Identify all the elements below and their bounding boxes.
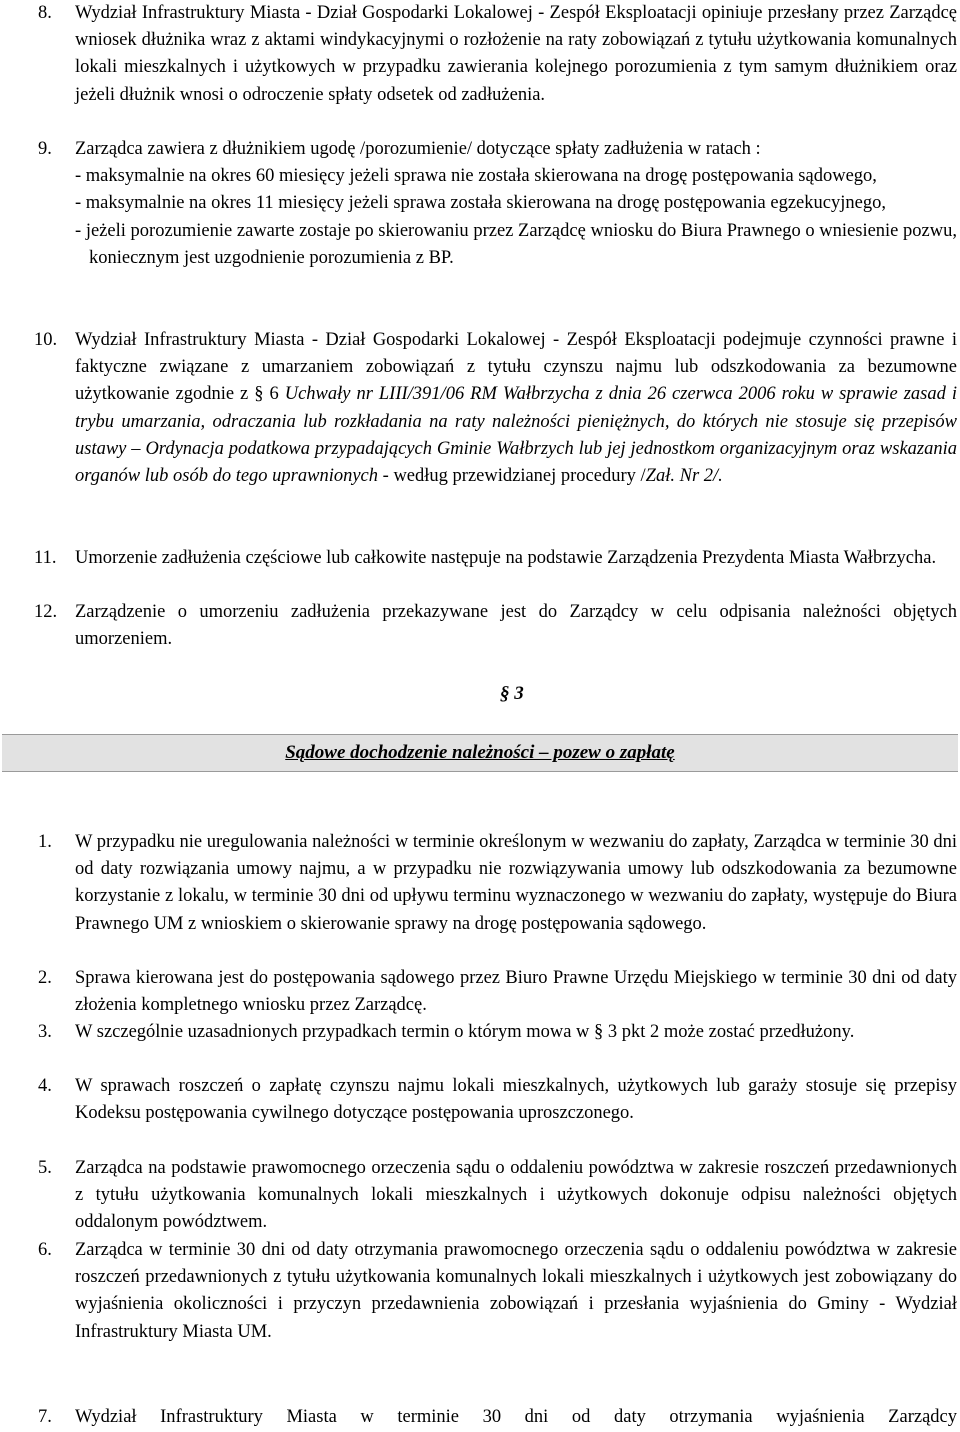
list-item-12 (0, 599, 957, 653)
sub-point: - maksymalnie na okres 60 miesięcy jeżeli sprawa nie została skierowana na drogę postępowania sądowego, (75, 166, 877, 187)
item-number: 1. (38, 832, 52, 852)
list-item-2 (0, 965, 957, 1019)
item-text: Zarządzenie o umorzeniu zadłużenia przekazywane jest do Zarządcy w celu odpisania należności objętych umorzeniem. (75, 602, 957, 650)
item-number: 9. (38, 139, 52, 159)
resolution-reference: Uchwały nr LIII/391/06 RM Wałbrzycha z dnia 26 czerwca 2006 roku w sprawie zasad i trybu umarzania, odraczania lub rozkładania na raty należności pieniężnych, do których nie stosuje się przepisów ustawy – Ordynacja podatkowa przypadających Gminie Wałbrzych lub jej jednostkom organizacyjnym oraz wskazania organów lub osób do tego uprawnionych (75, 384, 958, 487)
item-number: 4. (38, 1076, 52, 1096)
item-number: 5. (38, 1158, 52, 1178)
list-item-1 (0, 829, 957, 938)
item-text: Wydział Infrastruktury Miasta - Dział Gospodarki Lokalowej - Zespół Eksploatacji opiniuje przesłany przez Zarządcę wniosek dłużnika wraz z aktami windykacyjnymi o rozłożenie na raty zobowiązań z tytułu użytkowania komunalnych lokali mieszkalnych i użytkowych w przypadku zawierania kolejnego porozumienia z tym samym dłużnikiem oraz jeżeli dłużnik wnosi o odroczenie spłaty odsetek od zadłużenia. (75, 3, 957, 105)
item-text (75, 327, 957, 490)
item-number: 8. (38, 3, 52, 23)
list-item-9 (0, 136, 957, 272)
list-item-5 (0, 1155, 957, 1237)
item-text: W sprawach roszczeń o zapłatę czynszu najmu lokali mieszkalnych, użytkowych lub garaży stosuje się przepisy Kodeksu postępowania cywilnego dotyczące postępowania uproszczonego. (75, 1076, 957, 1124)
item-number: 12. (34, 602, 58, 622)
list-item-8 (0, 0, 957, 109)
list-item-4 (0, 1073, 957, 1127)
item-number: 2. (38, 968, 52, 988)
list-item-11 (0, 545, 957, 572)
item-number: 6. (38, 1240, 52, 1260)
list-item-6 (0, 1237, 957, 1346)
item-text-regular: Wydział Infrastruktury Miasta - Dział Gospodarki Lokalowej - Zespół Eksploatacji podejmuje czynności prawne i faktyczne związane z umarzaniem zobowiązań z tytułu czynszu najmu lub odszkodowania za bezumowne użytkowanie zgodnie z § 6 (75, 330, 957, 405)
sub-point: - maksymalnie na okres 11 miesięcy jeżeli sprawa została skierowana na drogę postępowania egzekucyjnego, (75, 193, 886, 214)
item-text: W przypadku nie uregulowania należności w terminie określonym w wezwaniu do zapłaty, Zarządca w terminie 30 dni od daty rozwiązania umowy najmu, a w przypadku nie rozwiązywania umowy lub odszkodowania za bezumowne korzystanie z lokalu, w terminie 30 dni od upływu terminu wyznaczonego w wezwaniu do zapłaty, występuje do Biura Prawnego UM z wnioskiem o skierowanie sprawy na drogę postępowania sądowego. (75, 832, 957, 934)
item-number: 7. (38, 1407, 52, 1427)
item-text: Zarządca w terminie 30 dni od daty otrzymania prawomocnego orzeczenia sądu o oddaleniu powództwa w zakresie roszczeń przedawnionych z tytułu użytkowania komunalnych lokali mieszkalnych i użytkowych jest zobowiązany do wyjaśnienia okoliczności i przyczyn przedawnienia zobowiązań i przesłania wyjaśnienia do Gminy - Wydział Infrastruktury Miasta UM. (75, 1240, 957, 1342)
item-text-regular: - według przewidzianej procedury / (382, 466, 646, 487)
item-text: Zarządca na podstawie prawomocnego orzeczenia sądu o oddaleniu powództwa w zakresie roszczeń przedawnionych z tytułu użytkowania komunalnych lokali mieszkalnych i użytkowych dokonuje odpisu należności objętych oddalonym powództwem. (75, 1158, 957, 1233)
list-item-7 (0, 1404, 957, 1431)
section-title: Sądowe dochodzenie należności – pozew o zapłatę (285, 742, 675, 763)
item-text: Umorzenie zadłużenia częściowe lub całkowite następuje na podstawie Zarządzenia Prezydenta Miasta Wałbrzycha. (75, 548, 937, 568)
sub-point: - jeżeli porozumienie zawarte zostaje po skierowaniu przez Zarządcę wniosku do Biura Prawnego o wniesienie pozwu, koniecznym jest uzgodnienie porozumienia z BP. (75, 220, 957, 268)
section-number: § 3 (500, 683, 524, 704)
item-text: Sprawa kierowana jest do postępowania sądowego przez Biuro Prawne Urzędu Miejskiego w terminie 30 dni od daty złożenia kompletnego wniosku przez Zarządcę. (75, 968, 957, 1016)
list-item-10 (0, 327, 957, 490)
attachment-reference: Zał. Nr 2/. (645, 466, 723, 487)
item-text: Zarządca zawiera z dłużnikiem ugodę /porozumienie/ dotyczące spłaty zadłużenia w ratach : (75, 139, 761, 159)
item-number: 10. (34, 330, 58, 350)
item-text: Wydział Infrastruktury Miasta w terminie 30 dni od daty otrzymania wyjaśnienia Zarządcy (75, 1407, 957, 1427)
section-heading-bar (2, 734, 958, 772)
item-number: 3. (38, 1022, 52, 1042)
list-item-3 (0, 1019, 957, 1046)
item-number: 11. (34, 548, 57, 568)
item-text: W szczególnie uzasadnionych przypadkach termin o którym mowa w § 3 pkt 2 może zostać przedłużony. (75, 1022, 855, 1042)
